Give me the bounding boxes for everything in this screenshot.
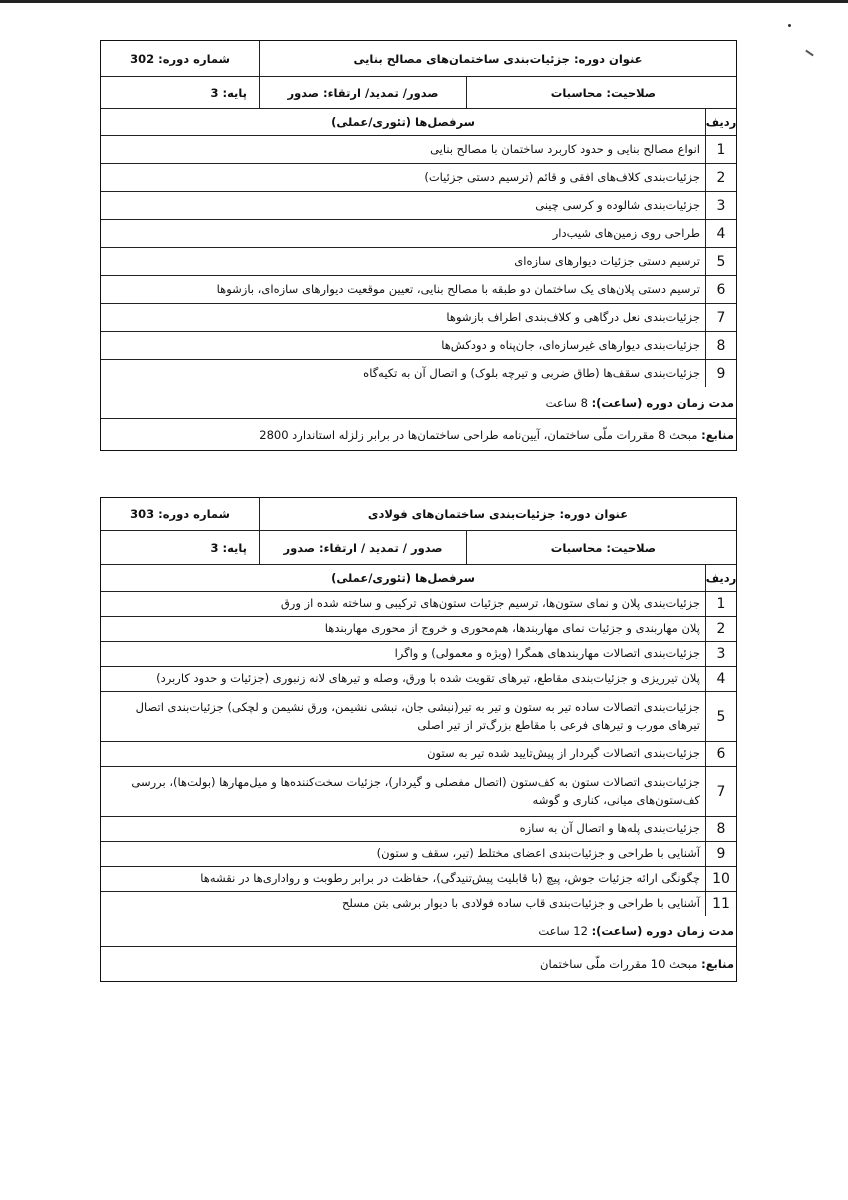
topic-row bbox=[101, 892, 736, 916]
topic-number: 8 bbox=[705, 817, 736, 841]
sources-label: منابع: bbox=[701, 957, 734, 971]
competency-label: صلاحیت: bbox=[606, 540, 656, 555]
topic-row bbox=[101, 817, 736, 842]
topic-row bbox=[101, 304, 736, 332]
base-label: پایه: bbox=[222, 540, 247, 555]
topic-row bbox=[101, 164, 736, 192]
duration-label: مدت زمان دوره (ساعت): bbox=[591, 924, 734, 938]
topic-number: 1 bbox=[705, 592, 736, 616]
topic-row bbox=[101, 332, 736, 360]
course-table-303 bbox=[100, 497, 737, 982]
competency-value: محاسبات bbox=[550, 85, 603, 100]
topic-text: جزئیات‌بندی پلان و نمای ستون‌ها، ترسیم جزئیات ستون‌های ترکیبی و ساخته شده از ورق bbox=[280, 596, 700, 611]
topic-text: جزئیات‌بندی پله‌ها و اتصال آن به سازه bbox=[519, 821, 700, 836]
topic-row bbox=[101, 592, 736, 617]
topics-header-row bbox=[101, 109, 736, 136]
topic-row bbox=[101, 276, 736, 304]
course-title-cell bbox=[259, 498, 736, 530]
topic-row bbox=[101, 192, 736, 220]
topic-number: 10 bbox=[705, 867, 736, 891]
course-title-label: عنوان دوره: bbox=[559, 507, 629, 521]
topic-text: جزئیات‌بندی اتصالات ساده تیر به ستون و تیر به تیر(نبشی جان، نبشی نشیمن، ورق نشیمن و لچکی) جزئیات‌بندی اتصال تیرهای مورب و تیرهای فرعی با مقاطع بزرگ‌تر از تیر اصلی bbox=[135, 699, 700, 732]
topic-row bbox=[101, 248, 736, 276]
topic-row bbox=[101, 667, 736, 692]
topic-text: جزئیات‌بندی سقف‌ها (طاق ضربی و تیرچه بلوک) و اتصال آن به تکیه‌گاه bbox=[363, 365, 700, 380]
row-column-header: ردیف bbox=[705, 565, 736, 591]
sources-value: مبحث 10 مقررات ملّی ساختمان bbox=[540, 957, 698, 971]
topic-text: چگونگی ارائه جزئیات جوش، پیچ (با قابلیت پیش‌تنیدگی)، حفاظت در برابر رطوبت و رواداری‌ها در نقشه‌ها bbox=[200, 871, 700, 886]
competency-label: صلاحیت: bbox=[606, 85, 656, 100]
topic-row bbox=[101, 692, 736, 742]
topics-column-header: سرفصل‌ها (تئوری/عملی) bbox=[331, 571, 475, 585]
topics-list bbox=[101, 136, 736, 387]
competency-cell bbox=[466, 77, 736, 108]
competency-value: محاسبات bbox=[550, 540, 603, 555]
course-number-cell bbox=[101, 498, 259, 530]
topic-row bbox=[101, 867, 736, 892]
course-number: 302 bbox=[130, 51, 155, 66]
topic-text: جزئیات‌بندی اتصالات مهاربندهای همگرا (ویژه و معمولی) و واگرا bbox=[394, 646, 700, 661]
topic-text: پلان مهاربندی و جزئیات نمای مهاربندها، هم‌محوری و خروج از محوری مهاربندها bbox=[324, 621, 700, 636]
course-title-label: عنوان دوره: bbox=[573, 51, 643, 66]
course-number-label: شماره دوره: bbox=[158, 507, 230, 521]
row-column-header: ردیف bbox=[705, 109, 736, 135]
course-header-row bbox=[101, 498, 736, 531]
course-title: جزئیات‌بندی ساختمان‌های فولادی bbox=[367, 507, 556, 521]
sources-value: مبحث 8 مقررات ملّی ساختمان، آیین‌نامه طراحی ساختمان‌ها در برابر زلزله استاندارد 2800 bbox=[259, 427, 698, 442]
course-title: جزئیات‌بندی ساختمان‌های مصالح بنایی bbox=[353, 51, 570, 66]
topic-row bbox=[101, 742, 736, 767]
topic-number: 9 bbox=[705, 360, 736, 387]
duration-row bbox=[101, 916, 736, 947]
topic-row bbox=[101, 360, 736, 387]
base-cell bbox=[101, 531, 259, 564]
topic-number: 6 bbox=[705, 742, 736, 766]
topic-number: 6 bbox=[705, 276, 736, 303]
base-value: 3 bbox=[210, 85, 219, 100]
topics-header-row bbox=[101, 565, 736, 592]
base-label: پایه: bbox=[222, 85, 247, 100]
topic-number: 1 bbox=[705, 136, 736, 163]
sources-cell bbox=[101, 947, 736, 981]
topic-number: 2 bbox=[705, 164, 736, 191]
topic-number: 7 bbox=[705, 767, 736, 816]
topic-text: جزئیات‌بندی اتصالات گیردار از پیش‌تایید شده تیر به ستون bbox=[427, 746, 700, 761]
topic-row bbox=[101, 136, 736, 164]
topic-text: طراحی روی زمین‌های شیب‌دار bbox=[552, 225, 700, 240]
topic-text: ترسیم دستی پلان‌های یک ساختمان دو طبقه با مصالح بنایی، تعیین موقعیت دیوارهای سازه‌ای، بازشوها bbox=[216, 281, 700, 296]
base-value: 3 bbox=[210, 540, 219, 555]
course-number-cell bbox=[101, 41, 259, 76]
course-header-row bbox=[101, 41, 736, 77]
topics-list bbox=[101, 592, 736, 916]
topic-text: آشنایی با طراحی و جزئیات‌بندی قاب ساده فولادی با دیوار برشی بتن مسلح bbox=[341, 896, 700, 911]
issuance-value: صدور/ تمدید/ ارتقاء: صدور bbox=[287, 85, 439, 100]
course-number: 303 bbox=[130, 507, 155, 521]
duration-value: 8 ساعت bbox=[545, 395, 588, 410]
topic-text: جزئیات‌بندی اتصالات ستون به کف‌ستون (اتصال مفصلی و گیردار)، جزئیات سخت‌کننده‌ها و میل‌مهارها (بولت‌ها)، بررسی کف‌ستون‌های میانی، کناری و گوشه bbox=[131, 774, 700, 807]
topic-number: 8 bbox=[705, 332, 736, 359]
duration-row bbox=[101, 387, 736, 419]
course-table-302 bbox=[100, 40, 737, 451]
topic-text: جزئیات‌بندی شالوده و کرسی چینی bbox=[535, 197, 700, 212]
topic-text: جزئیات‌بندی کلاف‌های افقی و قائم (ترسیم دستی جزئیات) bbox=[424, 169, 700, 184]
topic-number: 7 bbox=[705, 304, 736, 331]
topic-number: 4 bbox=[705, 220, 736, 247]
scan-speck bbox=[788, 24, 791, 27]
topic-number: 4 bbox=[705, 667, 736, 691]
sources-row bbox=[101, 419, 736, 450]
topic-row bbox=[101, 642, 736, 667]
scan-mark bbox=[805, 50, 814, 57]
topic-text: ترسیم دستی جزئیات دیوارهای سازه‌ای bbox=[514, 253, 700, 268]
topic-number: 5 bbox=[705, 692, 736, 741]
sources-row bbox=[101, 947, 736, 981]
topic-text: جزئیات‌بندی دیوارهای غیرسازه‌ای، جان‌پناه و دودکش‌ها bbox=[441, 337, 700, 352]
topic-text: جزئیات‌بندی نعل درگاهی و کلاف‌بندی اطراف بازشوها bbox=[446, 309, 700, 324]
duration-cell bbox=[101, 387, 736, 418]
topic-row bbox=[101, 617, 736, 642]
topic-number: 11 bbox=[705, 892, 736, 916]
duration-value: 12 ساعت bbox=[538, 924, 588, 938]
topics-column-header: سرفصل‌ها (تئوری/عملی) bbox=[331, 115, 475, 129]
topic-text: پلان تیرریزی و جزئیات‌بندی مقاطع، تیرهای تقویت شده با ورق، وصله و تیرهای لانه زنبوری (جزئیات و حدود کاربرد) bbox=[156, 671, 700, 686]
sources-label: منابع: bbox=[701, 427, 734, 442]
topic-number: 5 bbox=[705, 248, 736, 275]
page-top-border bbox=[0, 0, 848, 3]
issuance-cell bbox=[259, 77, 466, 108]
topic-number: 3 bbox=[705, 192, 736, 219]
sources-cell bbox=[101, 419, 736, 450]
duration-cell bbox=[101, 916, 736, 946]
competency-cell bbox=[466, 531, 736, 564]
topic-row bbox=[101, 842, 736, 867]
topic-text: انواع مصالح بنایی و حدود کاربرد ساختمان با مصالح بنایی bbox=[430, 141, 700, 156]
issuance-cell bbox=[259, 531, 466, 564]
topic-number: 2 bbox=[705, 617, 736, 641]
topic-text: آشنایی با طراحی و جزئیات‌بندی اعضای مختلط (تیر، سقف و ستون) bbox=[376, 846, 700, 861]
course-title-cell bbox=[259, 41, 736, 76]
topic-number: 3 bbox=[705, 642, 736, 666]
issuance-value: صدور bbox=[283, 540, 315, 555]
base-cell bbox=[101, 77, 259, 108]
issuance-label: صدور / تمدید / ارتقاء: bbox=[319, 540, 443, 555]
course-info-row bbox=[101, 531, 736, 565]
course-info-row bbox=[101, 77, 736, 109]
topic-row bbox=[101, 767, 736, 817]
topic-number: 9 bbox=[705, 842, 736, 866]
duration-label: مدت زمان دوره (ساعت): bbox=[591, 395, 734, 410]
topic-row bbox=[101, 220, 736, 248]
course-number-label: شماره دوره: bbox=[158, 51, 230, 66]
